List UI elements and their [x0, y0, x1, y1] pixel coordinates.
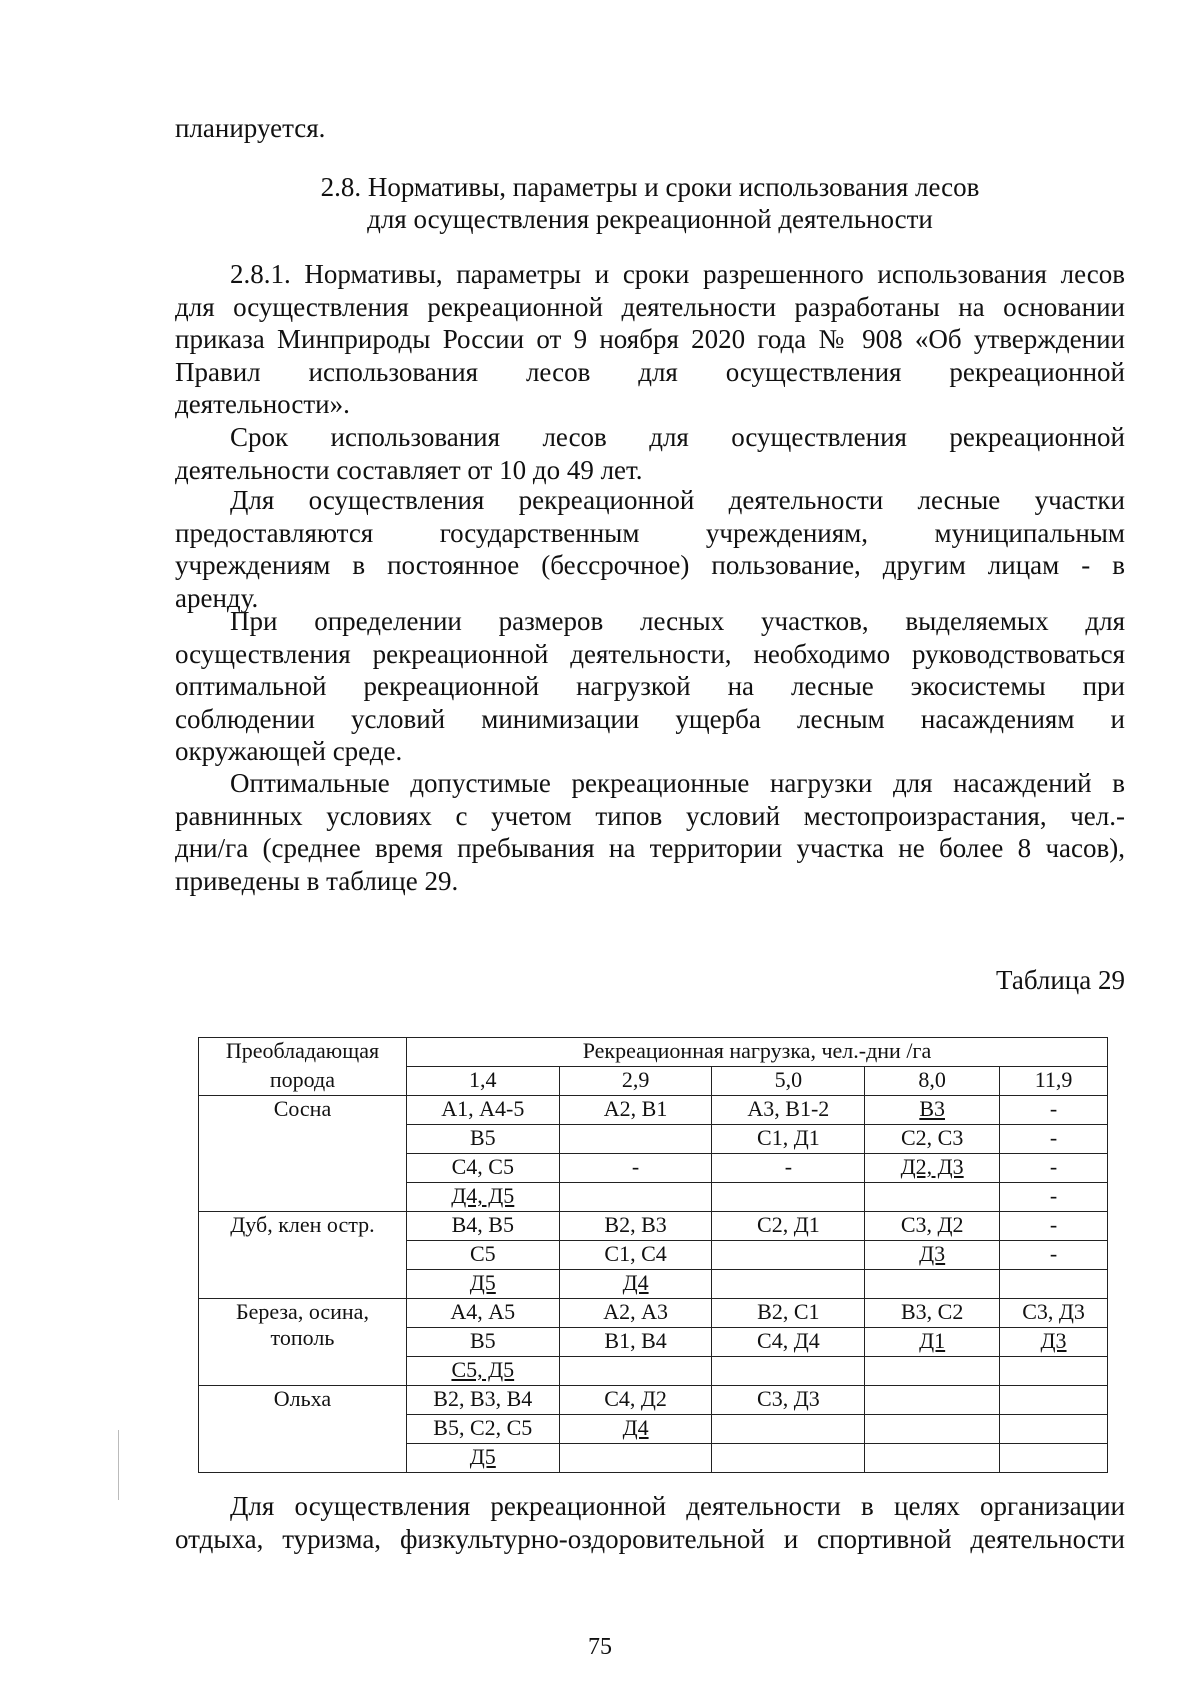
- load-column-header: 11,9: [1000, 1067, 1108, 1096]
- table-cell: [865, 1183, 1000, 1212]
- text-line: отдыха, туризма, физкультурно-оздоровительной и спортивной деятельности: [175, 1523, 1125, 1554]
- text-line: предоставляются государственным учреждениям, муниципальным: [175, 517, 1125, 548]
- table-cell: -: [1000, 1125, 1108, 1154]
- table-cell: [1000, 1444, 1108, 1473]
- table-cell: -: [712, 1154, 865, 1183]
- table-cell: В5: [406, 1125, 559, 1154]
- table-cell: С3, Д3: [712, 1386, 865, 1415]
- table-cell: Д4: [559, 1270, 712, 1299]
- table-cell: [1000, 1357, 1108, 1386]
- table-cell: В5: [406, 1328, 559, 1357]
- table-cell: Д5: [406, 1270, 559, 1299]
- table-cell: [712, 1444, 865, 1473]
- table-header-row: [199, 1038, 1108, 1067]
- species-cell: Сосна: [199, 1096, 407, 1212]
- text-line: для осуществления рекреационной деятельности разработаны на основании: [175, 291, 1125, 322]
- table-cell: [712, 1183, 865, 1212]
- table-cell: С3, Д2: [865, 1212, 1000, 1241]
- table-cell: С4, Д2: [559, 1386, 712, 1415]
- table-row: [199, 1386, 1108, 1415]
- table-cell: -: [1000, 1154, 1108, 1183]
- section-heading-line1: 2.8. Нормативы, параметры и сроки использования лесов: [320, 172, 980, 202]
- load-column-header: 2,9: [559, 1067, 712, 1096]
- table-cell: С2, Д1: [712, 1212, 865, 1241]
- text-line: 2.8.1. Нормативы, параметры и сроки разрешенного использования лесов: [230, 259, 1125, 289]
- table-cell: С4, Д4: [712, 1328, 865, 1357]
- table-cell: А2, В1: [559, 1096, 712, 1125]
- table-cell: [865, 1444, 1000, 1473]
- text-line: приказа Минприроды России от 9 ноября 2020 года № 908 «Об утверждении: [175, 324, 1125, 354]
- text-line: приведены в таблице 29.: [175, 865, 459, 896]
- table-cell: [559, 1125, 712, 1154]
- table-cell: Д3: [1000, 1328, 1108, 1357]
- table-cell: С5: [406, 1241, 559, 1270]
- table-cell: В2, В3: [559, 1212, 712, 1241]
- table-cell: [559, 1444, 712, 1473]
- paragraph-recreation-purposes: [175, 1490, 1125, 1555]
- section-heading: [175, 171, 1125, 235]
- table-caption: Таблица 29: [996, 965, 1125, 995]
- table-subheader-row: [199, 1067, 1108, 1096]
- table-cell: С1, С4: [559, 1241, 712, 1270]
- text-line: равнинных условиях с учетом типов условий местопроизрастания, чел.-: [175, 800, 1125, 831]
- table-cell: -: [1000, 1096, 1108, 1125]
- table-cell: -: [1000, 1241, 1108, 1270]
- table-cell: [559, 1357, 712, 1386]
- paragraph-plot-size: [175, 605, 1125, 768]
- table-cell: [1000, 1386, 1108, 1415]
- table-cell: С1, Д1: [712, 1125, 865, 1154]
- text-line: деятельности».: [175, 389, 350, 419]
- recreational-load-table: [198, 1037, 1108, 1473]
- table-cell: Д1: [865, 1328, 1000, 1357]
- table-cell: В5, С2, С5: [406, 1415, 559, 1444]
- table-cell: -: [1000, 1183, 1108, 1212]
- text-line: оптимальной рекреационной нагрузкой на лесные экосистемы при: [175, 671, 1125, 701]
- table-cell: В2, В3, В4: [406, 1386, 559, 1415]
- table-cell: [1000, 1415, 1108, 1444]
- table-cell: В3: [865, 1096, 1000, 1125]
- species-line: тополь: [270, 1325, 335, 1350]
- paragraph-provision: [175, 484, 1125, 614]
- table-cell: А1, А4-5: [406, 1096, 559, 1125]
- table-cell: С2, С3: [865, 1125, 1000, 1154]
- text-line: При определении размеров лесных участков, выделяемых для: [230, 606, 1125, 636]
- species-header-cont: порода: [199, 1067, 407, 1096]
- table-cell: [865, 1357, 1000, 1386]
- scan-margin-mark: [118, 1430, 119, 1500]
- load-column-header: 5,0: [712, 1067, 865, 1096]
- table-cell: В4, В5: [406, 1212, 559, 1241]
- text-line: Срок использования лесов для осуществления рекреационной: [230, 422, 1125, 452]
- table-cell: Д4, Д5: [406, 1183, 559, 1212]
- table-cell: [712, 1270, 865, 1299]
- text-line: учреждениям в постоянное (бессрочное) пользование, другим лицам - в: [175, 550, 1125, 580]
- species-cell: Дуб, клен остр.: [199, 1212, 407, 1299]
- paragraph-optimal-loads: [175, 767, 1125, 897]
- species-header: Преобладающая: [199, 1038, 407, 1067]
- table-cell: [559, 1183, 712, 1212]
- table-cell: Д5: [406, 1444, 559, 1473]
- text-line: Для осуществления рекреационной деятельности лесные участки: [230, 485, 1125, 515]
- table-cell: С4, С5: [406, 1154, 559, 1183]
- load-header: Рекреационная нагрузка, чел.-дни /га: [406, 1038, 1107, 1067]
- table-cell: В1, В4: [559, 1328, 712, 1357]
- table-cell: А4, А5: [406, 1299, 559, 1328]
- text-line: аренду.: [175, 582, 259, 613]
- text-line: соблюдении условий минимизации ущерба лесным насаждениям и: [175, 703, 1125, 734]
- species-cell: Ольха: [199, 1386, 407, 1473]
- text-line: Оптимальные допустимые рекреационные нагрузки для насаждений в: [230, 768, 1125, 798]
- text-line: деятельности составляет от 10 до 49 лет.: [175, 454, 643, 485]
- page-number: 75: [588, 1634, 612, 1660]
- paragraph-term: [175, 421, 1125, 486]
- load-column-header: 1,4: [406, 1067, 559, 1096]
- continued-text: планируется.: [175, 113, 326, 143]
- section-heading-line2: для осуществления рекреационной деятельности: [367, 204, 933, 234]
- text-line: Правил использования лесов для осуществления рекреационной: [175, 356, 1125, 387]
- table-cell: [865, 1270, 1000, 1299]
- table-row: [199, 1096, 1108, 1125]
- table-row: [199, 1299, 1108, 1328]
- table-cell: В3, С2: [865, 1299, 1000, 1328]
- table-cell: А2, А3: [559, 1299, 712, 1328]
- text-line: окружающей среде.: [175, 736, 403, 766]
- table-cell: В2, С1: [712, 1299, 865, 1328]
- paragraph-2-8-1: [175, 258, 1125, 421]
- table-cell: -: [1000, 1212, 1108, 1241]
- table-cell: [865, 1386, 1000, 1415]
- table-row: [199, 1212, 1108, 1241]
- table-cell: С5, Д5: [406, 1357, 559, 1386]
- table-cell: [712, 1241, 865, 1270]
- table-cell: Д3: [865, 1241, 1000, 1270]
- species-line: Береза, осина,: [235, 1299, 369, 1324]
- table-cell: [1000, 1270, 1108, 1299]
- table-cell: Д2, Д3: [865, 1154, 1000, 1183]
- table-cell: [712, 1357, 865, 1386]
- table-cell: Д4: [559, 1415, 712, 1444]
- load-column-header: 8,0: [865, 1067, 1000, 1096]
- table-cell: С3, Д3: [1000, 1299, 1108, 1328]
- text-line: осуществления рекреационной деятельности, необходимо руководствоваться: [175, 638, 1125, 669]
- table-cell: -: [559, 1154, 712, 1183]
- text-line: дни/га (среднее время пребывания на территории участка не более 8 часов),: [175, 833, 1125, 863]
- text-line: Для осуществления рекреационной деятельности в целях организации: [230, 1491, 1125, 1521]
- table-cell: [865, 1415, 1000, 1444]
- table-cell: [712, 1415, 865, 1444]
- table-cell: А3, В1-2: [712, 1096, 865, 1125]
- species-cell: [199, 1299, 407, 1386]
